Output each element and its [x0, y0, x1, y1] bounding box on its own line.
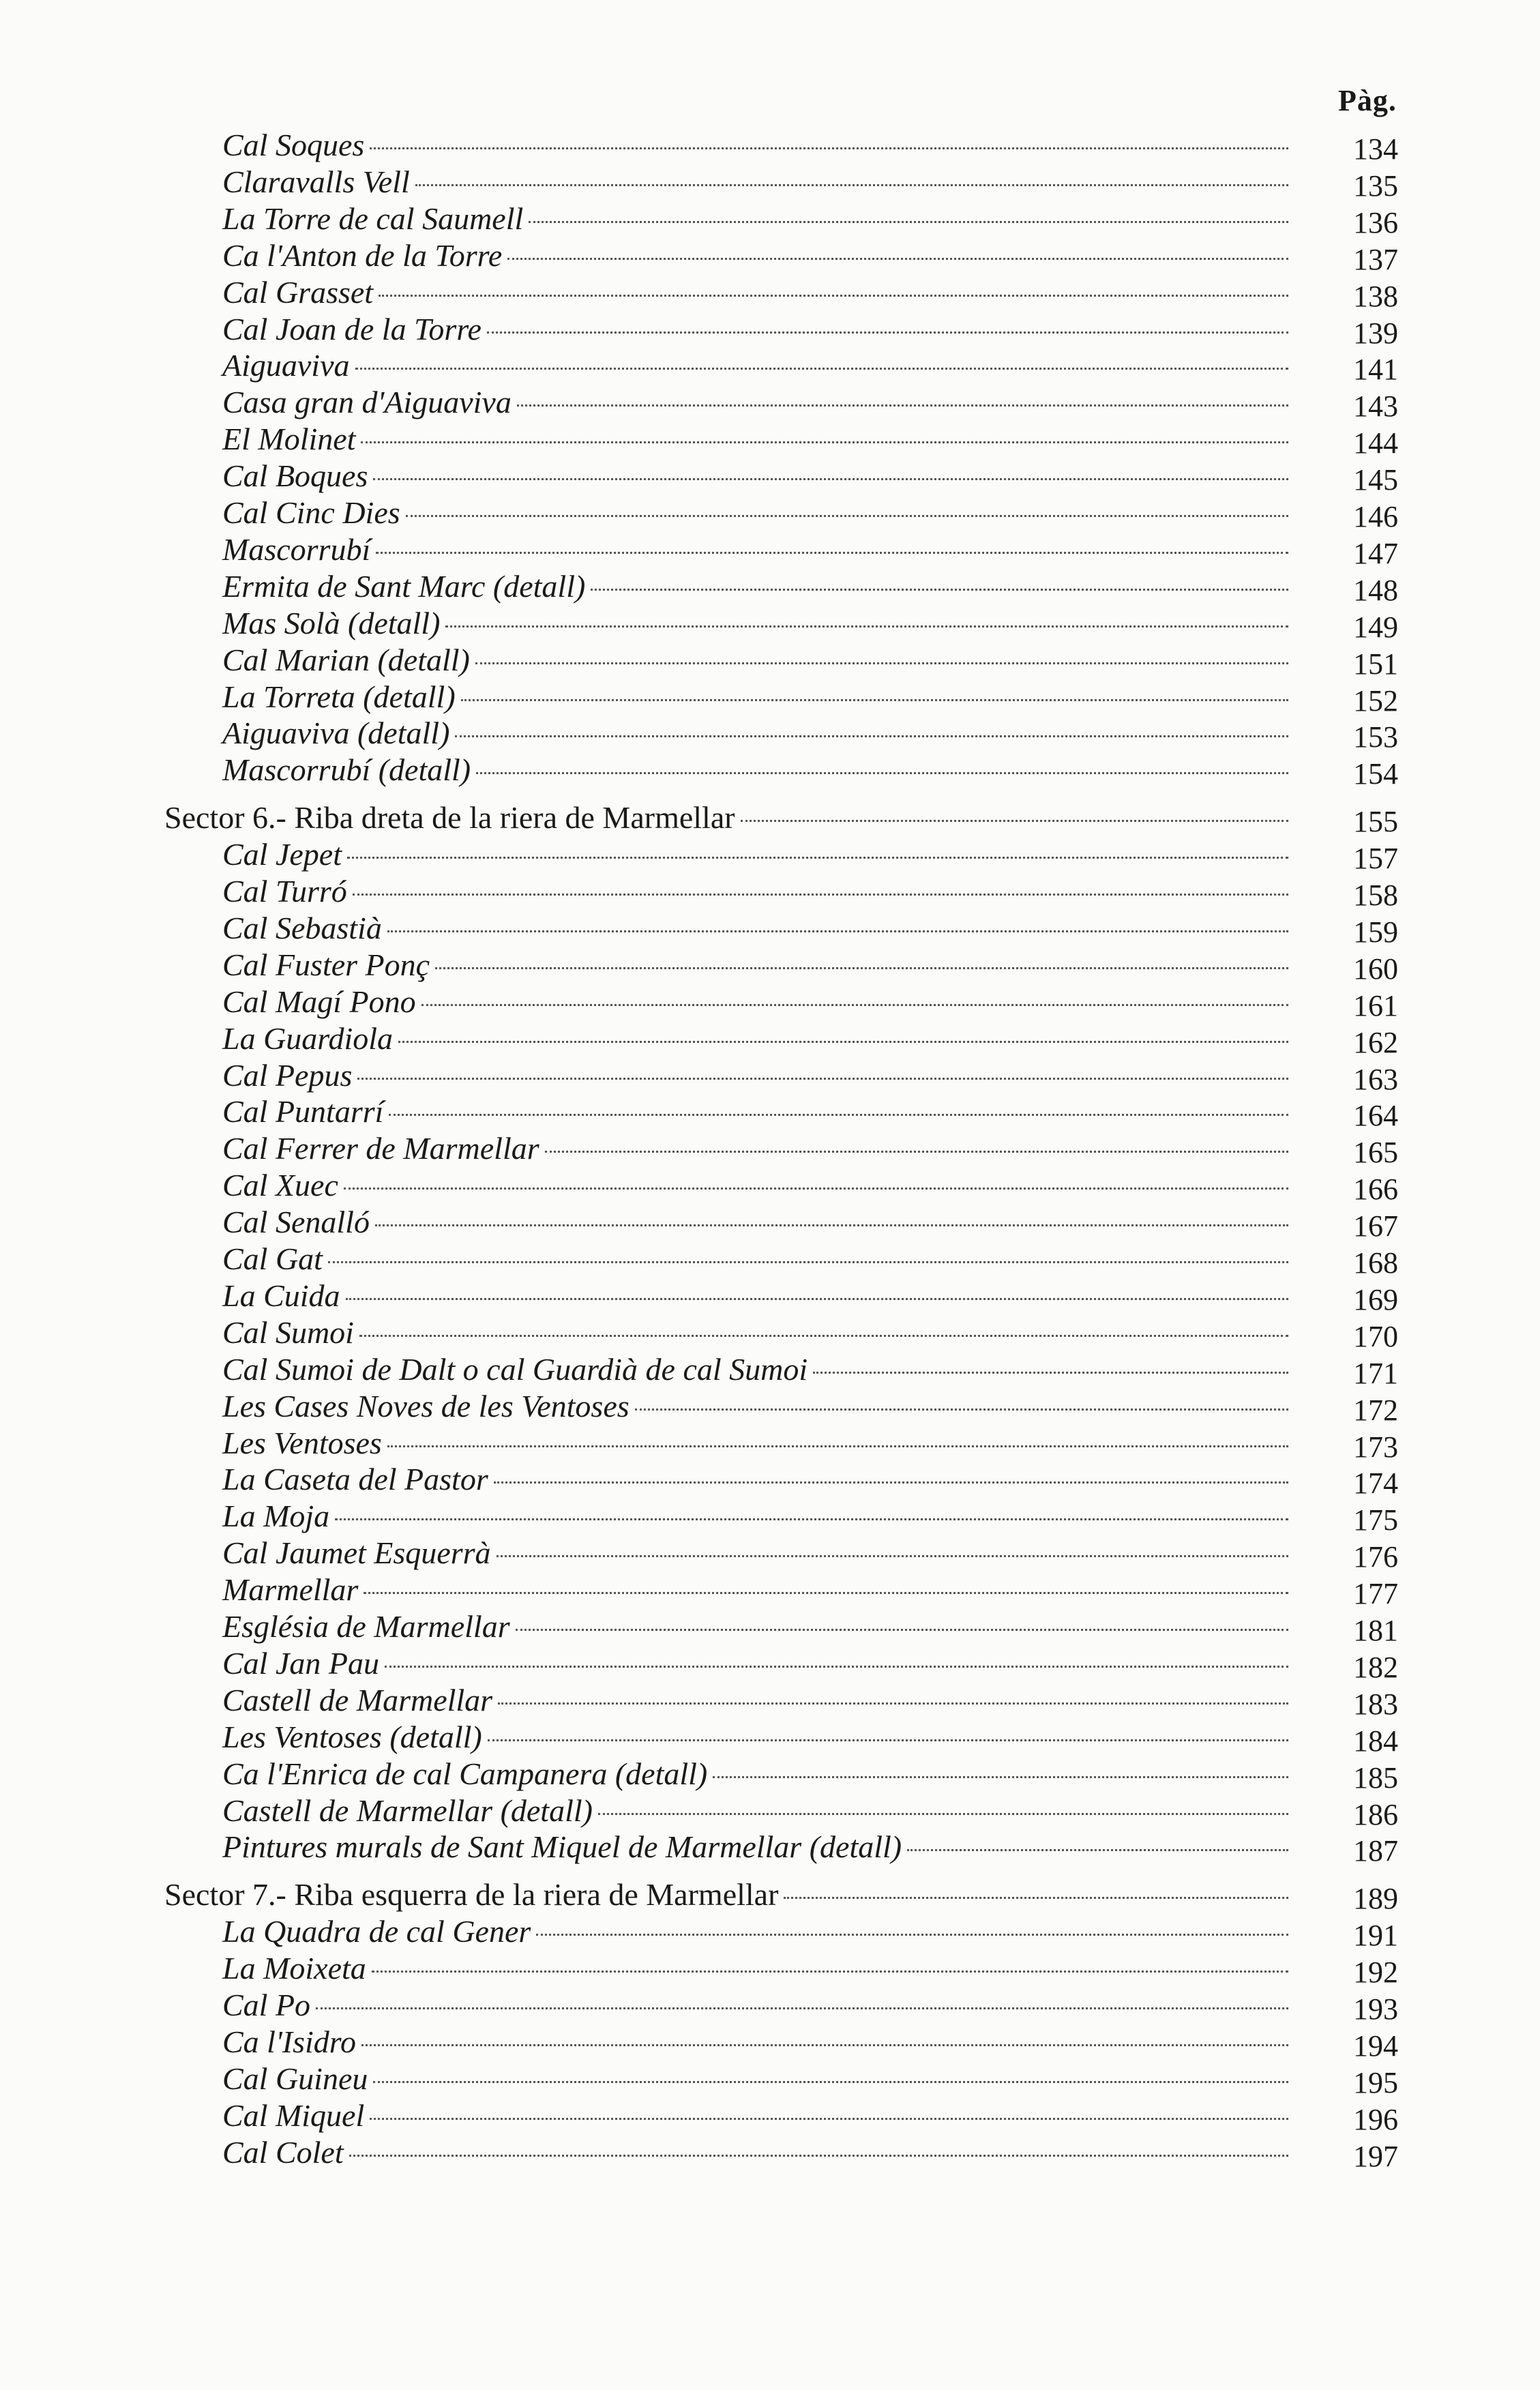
toc-page-number: 195: [1353, 2065, 1398, 2099]
toc-entry-title: Cal Gat: [222, 1241, 323, 1276]
toc-page-number: 181: [1353, 1614, 1398, 1647]
toc-entry-title: Cal Sumoi: [222, 1314, 354, 1350]
toc-entry-row: [222, 910, 1288, 947]
toc-entry-row: [222, 1829, 1288, 1865]
toc-entry-title: La Quadra de cal Gener: [222, 1914, 531, 1949]
toc-entry-title: La Moja: [222, 1499, 330, 1534]
toc-entry-title: Cal Cinc Dies: [222, 495, 400, 530]
toc-entry-row: [222, 1461, 1288, 1498]
dot-leader: [361, 441, 1288, 443]
dot-leader: [375, 1224, 1288, 1226]
dot-leader: [376, 552, 1288, 554]
toc-page-number: 160: [1353, 951, 1398, 986]
toc-entry-title: Cal Ferrer de Marmellar: [222, 1131, 539, 1166]
toc-entry-row: [222, 1756, 1288, 1792]
dot-leader: [497, 1555, 1288, 1557]
dot-leader: [389, 1114, 1288, 1116]
toc-entry-title: Cal Magí Pono: [222, 984, 416, 1019]
toc-page-number: 196: [1353, 2102, 1398, 2136]
toc-entry-title: Pintures murals de Sant Miquel de Marmellar (detall): [222, 1829, 902, 1865]
toc-entry-row: [222, 164, 1288, 201]
dot-leader: [359, 1335, 1288, 1337]
toc-page-number: 171: [1353, 1356, 1398, 1390]
dot-leader: [488, 1739, 1288, 1741]
toc-page-number: 189: [1353, 1882, 1398, 1916]
dot-leader: [507, 258, 1288, 260]
toc-entry-title: Casa gran d'Aiguaviva: [222, 385, 512, 420]
dot-leader: [498, 1702, 1288, 1705]
dot-leader: [635, 1408, 1288, 1411]
toc-entry-row: [222, 1425, 1288, 1462]
toc-entry-row: [222, 127, 1288, 164]
toc-entry-title: Cal Boques: [222, 458, 368, 494]
toc-entry-title: La Guardiola: [222, 1020, 394, 1056]
dot-leader: [536, 1934, 1288, 1936]
dot-leader: [357, 1078, 1288, 1080]
toc-page-number: 147: [1353, 536, 1398, 570]
toc-entry-title: La Torre de cal Saumell: [222, 201, 524, 236]
toc-page-number: 168: [1353, 1246, 1398, 1280]
toc-page-number: 136: [1353, 205, 1398, 239]
toc-entry-title: Cal Joan de la Torre: [222, 311, 482, 346]
toc-entry-title: Ca l'Enrica de cal Campanera (detall): [222, 1756, 708, 1791]
toc-page-number: 158: [1353, 879, 1398, 912]
toc-entry-row: [222, 311, 1288, 348]
dot-leader: [421, 1004, 1288, 1006]
toc-entry-title: Cal Fuster Ponç: [222, 947, 430, 982]
toc-page-number: 164: [1353, 1099, 1398, 1133]
dot-leader: [516, 1629, 1288, 1631]
toc-page-number: 145: [1353, 463, 1398, 497]
toc-entry-title: La Torreta (detall): [222, 679, 456, 714]
toc-entry-row: [222, 1987, 1288, 2024]
toc-entry-row: [222, 1913, 1288, 1950]
dot-leader: [353, 894, 1288, 896]
dot-leader: [373, 478, 1288, 480]
toc-page-number: 137: [1353, 242, 1398, 276]
toc-entry-row: [222, 984, 1288, 1020]
toc-entry-title: La Caseta del Pastor: [222, 1462, 488, 1497]
toc-entry-title: El Molinet: [222, 422, 356, 457]
toc-page-number: 139: [1353, 316, 1398, 350]
toc-sector-row: [164, 1876, 1288, 1913]
toc-page-number: 186: [1353, 1797, 1398, 1831]
toc-entry-row: [222, 1719, 1288, 1756]
toc-page-number: 167: [1353, 1209, 1398, 1243]
toc-entry-title: Cal Senalló: [222, 1205, 370, 1240]
toc-entry-title: Cal Pepus: [222, 1057, 353, 1093]
toc-entry-title: Cal Xuec: [222, 1168, 338, 1203]
dot-leader: [349, 2155, 1288, 2157]
toc-page-number: 165: [1353, 1136, 1398, 1170]
dot-leader: [741, 820, 1288, 822]
dot-leader: [545, 1151, 1288, 1153]
toc-page-number: 185: [1353, 1760, 1398, 1795]
dot-leader: [475, 662, 1288, 664]
toc-page-number: 184: [1353, 1724, 1398, 1758]
toc-entry-row: [222, 1130, 1288, 1167]
dot-leader: [529, 221, 1288, 223]
toc-entry-title: Cal Jan Pau: [222, 1645, 379, 1681]
toc-entry-row: [222, 458, 1288, 495]
toc-page-number: 153: [1353, 720, 1398, 754]
toc-entry-row: [222, 1167, 1288, 1204]
toc-entry-row: [222, 2024, 1288, 2061]
toc-page-number: 170: [1353, 1319, 1398, 1353]
toc-entry-row: [222, 568, 1288, 605]
toc-entry-title: Mascorrubí: [222, 531, 371, 567]
toc-page-number: 162: [1353, 1025, 1398, 1059]
dot-leader: [387, 1445, 1288, 1447]
toc-sector-title: Sector 7.- Riba esquerra de la riera de Marmellar: [164, 1877, 779, 1913]
toc-page-number: 191: [1353, 1919, 1398, 1953]
toc-entry-title: Claravalls Vell: [222, 164, 410, 199]
dot-leader: [784, 1897, 1288, 1899]
toc-entry-row: [222, 1020, 1288, 1057]
toc-entry-title: Aiguaviva: [222, 348, 350, 383]
toc-entry-title: Cal Sebastià: [222, 910, 382, 945]
toc-entry-row: [222, 836, 1288, 873]
toc-sector-row: [164, 799, 1288, 836]
dot-leader: [373, 2081, 1288, 2083]
dot-leader: [385, 1666, 1288, 1668]
toc-entry-title: Mas Solà (detall): [222, 605, 441, 640]
toc-entry-row: [222, 421, 1288, 458]
toc-entry-title: Cal Guineu: [222, 2061, 368, 2096]
toc-entry-title: Cal Jaumet Esquerrà: [222, 1535, 491, 1571]
toc-page-number: 175: [1353, 1503, 1398, 1537]
page-column-header: Pàg.: [1338, 84, 1397, 117]
dot-leader: [370, 147, 1288, 149]
toc-entry-row: [222, 274, 1288, 311]
dot-leader: [364, 1592, 1288, 1594]
toc-entry-title: Marmellar: [222, 1572, 359, 1608]
toc-entry-row: [222, 1498, 1288, 1535]
toc-entry-row: [222, 201, 1288, 237]
toc-page-number: 154: [1353, 757, 1398, 791]
dot-leader: [379, 295, 1288, 297]
toc-page-number: 197: [1353, 2139, 1398, 2173]
toc-page-number: 174: [1353, 1466, 1398, 1501]
dot-leader: [335, 1518, 1288, 1520]
toc-entry-row: [222, 1682, 1288, 1719]
toc-entry-row: [222, 1351, 1288, 1388]
dot-leader: [476, 772, 1288, 774]
dot-leader: [494, 1481, 1288, 1484]
dot-leader: [591, 589, 1288, 591]
toc-page-number: 141: [1353, 353, 1398, 387]
toc-page-number: 148: [1353, 573, 1398, 607]
toc-page-number: 134: [1353, 132, 1398, 166]
toc-page-number: 166: [1353, 1172, 1398, 1207]
dot-leader: [455, 735, 1288, 737]
toc-entry-title: Cal Soques: [222, 128, 365, 162]
toc-sector-title: Sector 6.- Riba dreta de la riera de Marmellar: [164, 800, 735, 836]
toc-page-number: 173: [1353, 1430, 1398, 1464]
toc-entry-row: [222, 679, 1288, 715]
toc-entry-title: Ca l'Anton de la Torre: [222, 237, 503, 273]
toc-page-number: 183: [1353, 1687, 1398, 1721]
toc-page-number: 194: [1353, 2028, 1398, 2063]
toc-entry-title: Les Cases Noves de les Ventoses: [222, 1388, 630, 1423]
toc-entry-row: [222, 1645, 1288, 1682]
toc-entry-title: Cal Puntarrí: [222, 1094, 384, 1130]
toc-entry-row: [222, 1388, 1288, 1425]
toc-page-number: 192: [1353, 1956, 1398, 1990]
dot-leader: [355, 368, 1289, 370]
dot-leader: [398, 1041, 1288, 1043]
dot-leader: [445, 625, 1288, 628]
toc-page-number: 187: [1353, 1834, 1398, 1868]
dot-leader: [713, 1776, 1288, 1778]
toc-entry-row: [222, 1278, 1288, 1314]
toc-entry-title: Ca l'Isidro: [222, 2024, 356, 2059]
toc-page-number: 172: [1353, 1393, 1398, 1427]
toc-entry-row: [222, 1572, 1288, 1608]
dot-leader: [517, 404, 1288, 407]
toc-page-number: 138: [1353, 279, 1398, 313]
toc-entry-title: Cal Miquel: [222, 2097, 365, 2133]
toc-entry-row: [222, 873, 1288, 910]
dot-leader: [372, 1971, 1288, 1973]
toc-entry-row: [222, 1314, 1288, 1351]
toc-entry-title: Mascorrubí (detall): [222, 752, 471, 788]
dot-leader: [316, 2007, 1288, 2009]
toc-page-number: 143: [1353, 389, 1398, 424]
toc-entry-row: [222, 347, 1288, 384]
toc-page-number: 152: [1353, 683, 1398, 718]
dot-leader: [370, 2118, 1288, 2120]
dot-leader: [361, 2044, 1288, 2046]
toc-page-number: 177: [1353, 1577, 1398, 1611]
toc-entry-row: [222, 1535, 1288, 1572]
toc-entry-row: [222, 752, 1288, 788]
toc-entry-title: Les Ventoses (detall): [222, 1719, 482, 1754]
toc-entry-row: [222, 1608, 1288, 1645]
toc-entry-row: [222, 1792, 1288, 1829]
toc-entry-row: [222, 642, 1288, 679]
toc-entry-row: [222, 2097, 1288, 2134]
toc-page-number: 182: [1353, 1650, 1398, 1684]
dot-leader: [598, 1813, 1288, 1815]
toc-entry-row: [222, 1093, 1288, 1130]
dot-leader: [406, 515, 1288, 517]
dot-leader: [415, 184, 1288, 186]
dot-leader: [461, 699, 1288, 701]
toc-page-number: 193: [1353, 1992, 1398, 2026]
toc-entry-row: [222, 1057, 1288, 1094]
dot-leader: [328, 1261, 1288, 1263]
dot-leader: [346, 1298, 1288, 1300]
toc-entry-row: [222, 1950, 1288, 1987]
toc-entry-title: Cal Grasset: [222, 274, 374, 310]
toc-page-number: 159: [1353, 915, 1398, 949]
toc-entry-title: Aiguaviva (detall): [222, 715, 450, 751]
toc-entry-title: Cal Marian (detall): [222, 642, 470, 677]
toc-entry-title: Cal Jepet: [222, 837, 342, 872]
toc-page-number: 146: [1353, 500, 1398, 533]
toc-entry-row: [222, 495, 1288, 531]
toc-entry-title: Cal Turró: [222, 874, 347, 909]
dot-leader: [435, 967, 1288, 969]
dot-leader: [487, 331, 1288, 334]
toc-entry-row: [222, 237, 1288, 274]
toc-entry-title: La Moixeta: [222, 1951, 366, 1986]
toc-page-number: 155: [1353, 805, 1398, 839]
toc-entry-row: [222, 605, 1288, 642]
toc-entry-row: [222, 1204, 1288, 1241]
toc-entry-row: [222, 384, 1288, 421]
dot-leader: [344, 1187, 1288, 1190]
toc-entry-row: [222, 715, 1288, 752]
toc-page-number: 149: [1353, 610, 1398, 644]
toc-page-number: 135: [1353, 168, 1398, 203]
toc-entry-title: Cal Po: [222, 1988, 311, 2022]
toc-entry-row: [222, 2061, 1288, 2097]
dot-leader: [347, 857, 1288, 859]
toc-entry-title: Castell de Marmellar (detall): [222, 1792, 593, 1828]
toc-page-number: 161: [1353, 988, 1398, 1022]
toc-entry-title: Cal Colet: [222, 2134, 344, 2170]
toc-entry-row: [222, 531, 1288, 568]
toc-entry-title: Castell de Marmellar: [222, 1682, 493, 1717]
toc-entry-row: [222, 947, 1288, 984]
toc-page-number: 163: [1353, 1062, 1398, 1096]
toc-page-number: 157: [1353, 842, 1398, 876]
toc-entry-row: [222, 2134, 1288, 2171]
toc-entry-title: Església de Marmellar: [222, 1609, 510, 1644]
toc-entry-title: Les Ventoses: [222, 1425, 382, 1460]
toc-entry-title: Ermita de Sant Marc (detall): [222, 568, 586, 604]
toc-entry-title: La Cuida: [222, 1278, 340, 1313]
dot-leader: [387, 930, 1288, 932]
toc-page-number: 151: [1353, 647, 1398, 681]
dot-leader: [907, 1849, 1288, 1851]
toc-page-number: 176: [1353, 1540, 1398, 1574]
dot-leader: [813, 1372, 1288, 1374]
toc-page-number: 144: [1353, 426, 1398, 460]
toc-entry-row: [222, 1241, 1288, 1278]
toc-entry-title: Cal Sumoi de Dalt o cal Guardià de cal Sumoi: [222, 1351, 808, 1387]
toc-page-number: 169: [1353, 1282, 1398, 1316]
